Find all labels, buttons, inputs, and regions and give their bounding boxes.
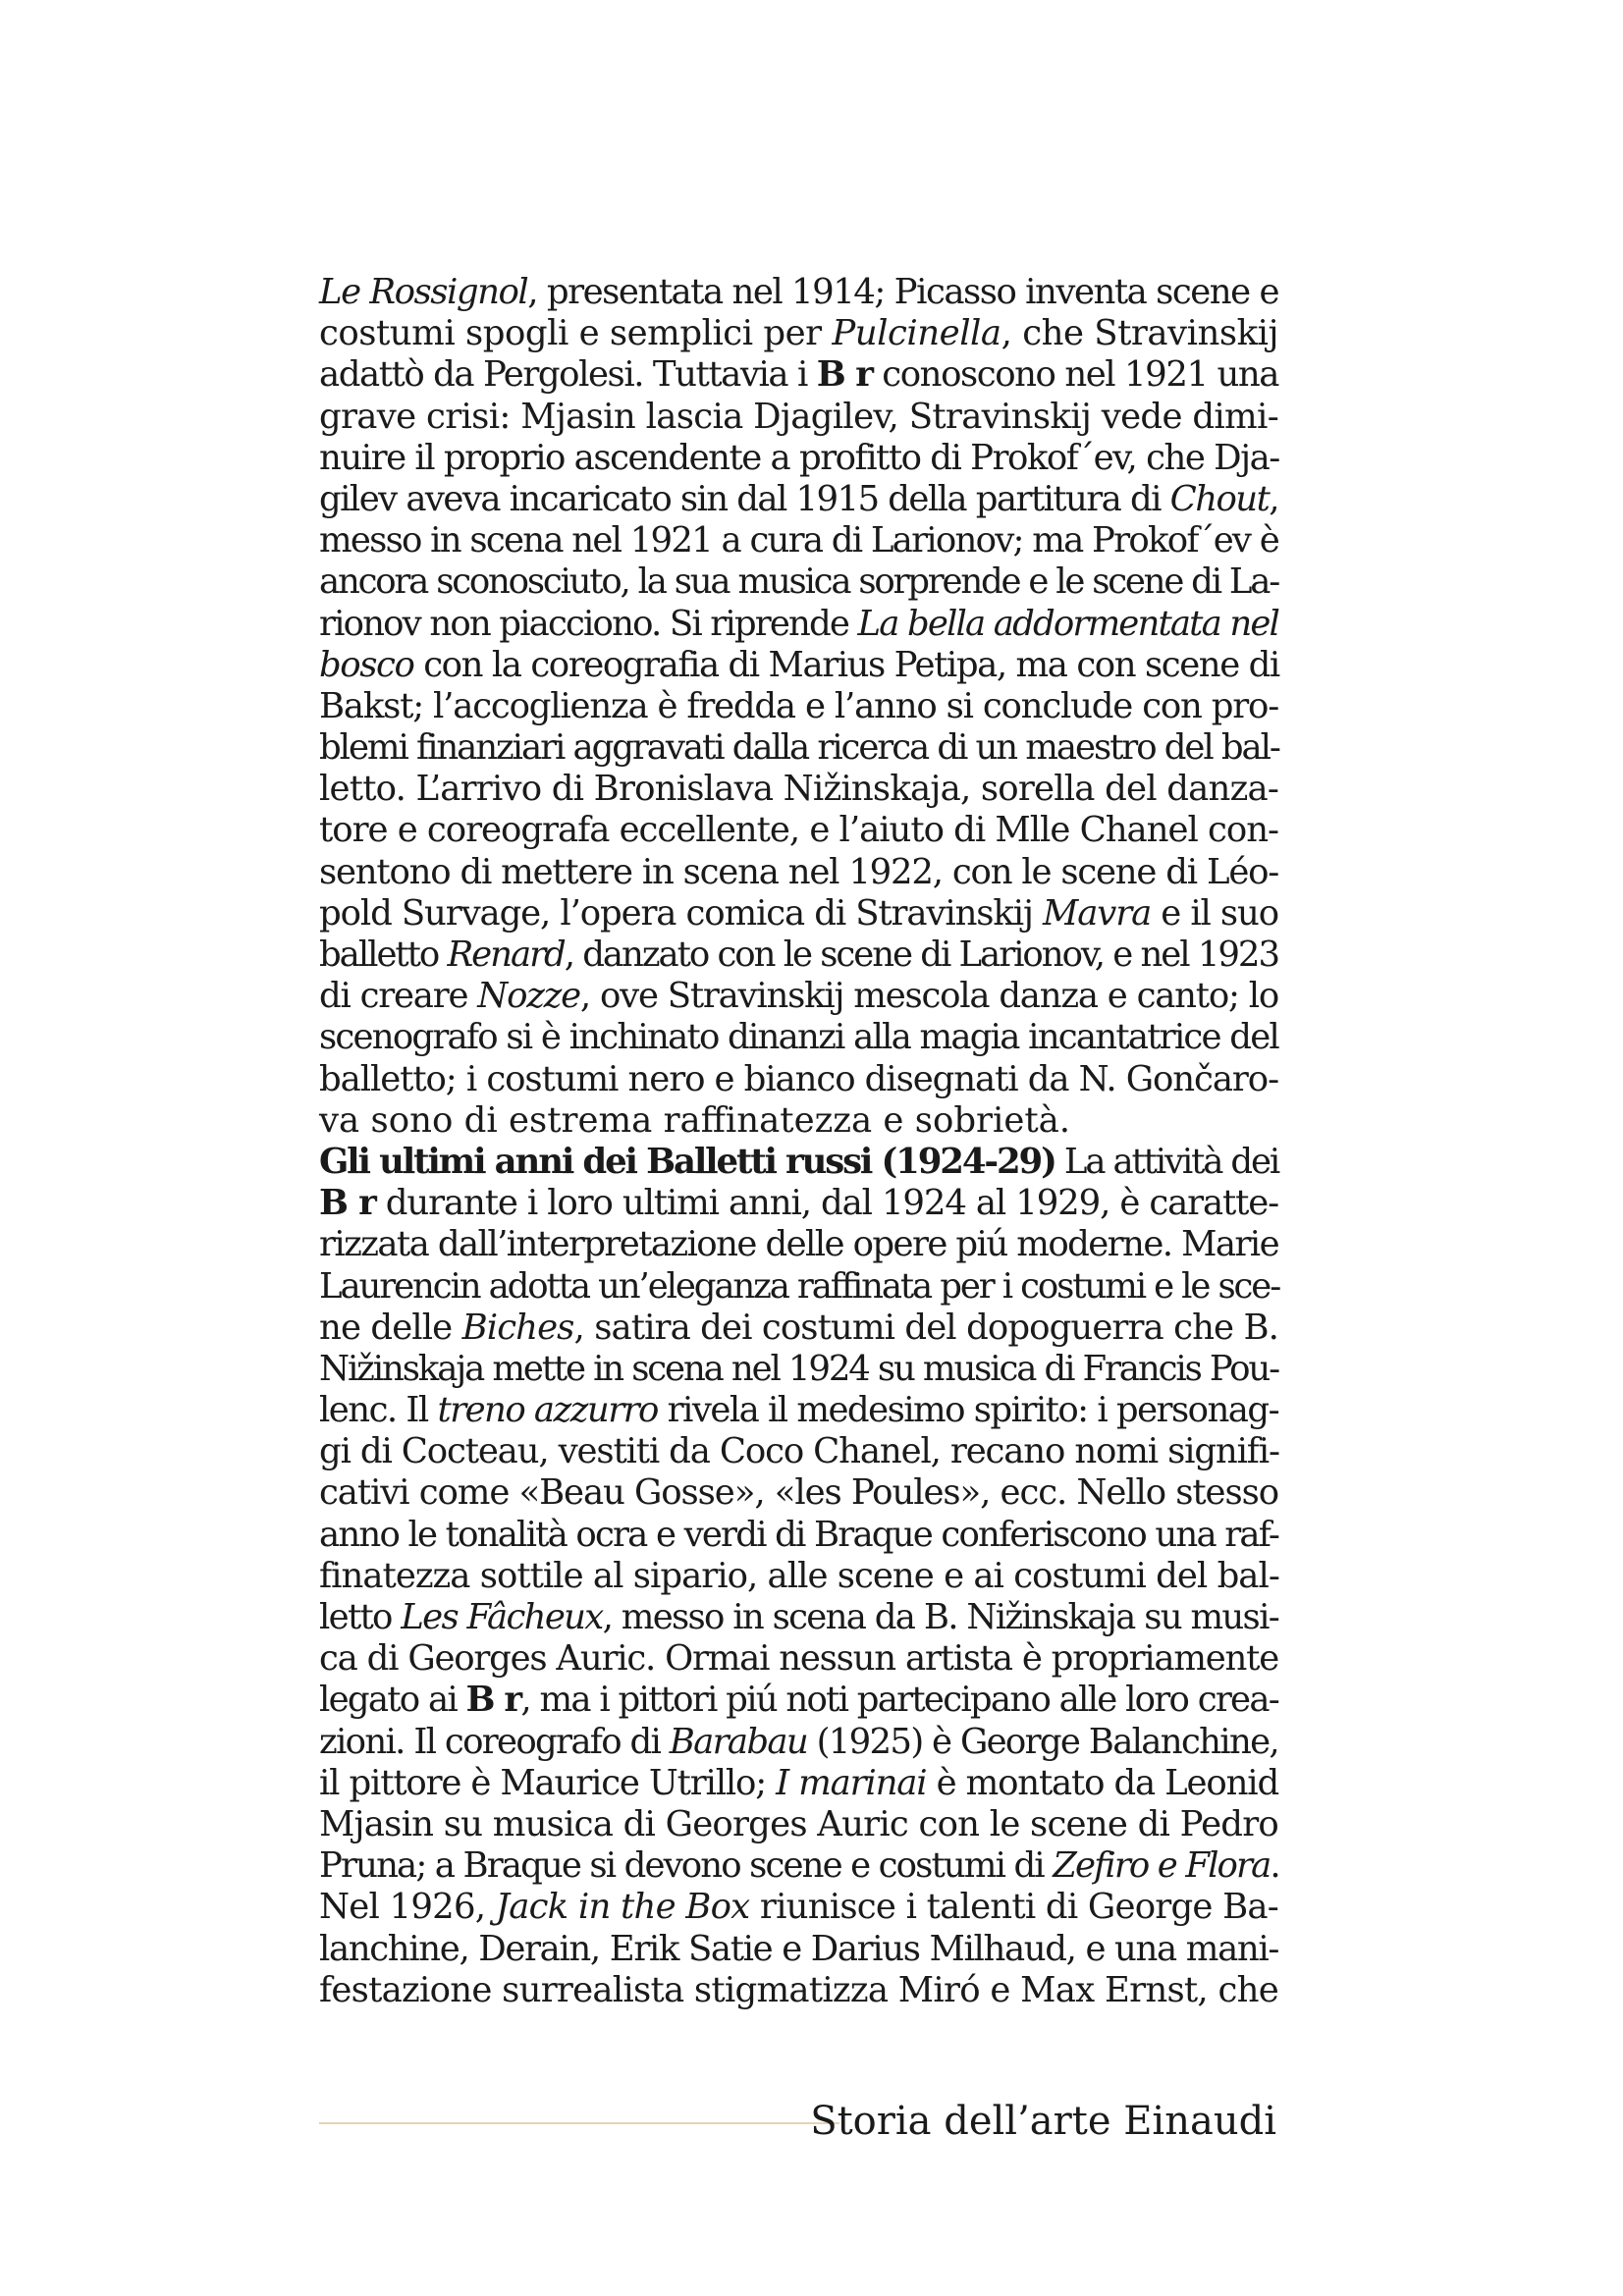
text-line xyxy=(319,727,1278,769)
text-line xyxy=(319,1804,1278,1845)
text-segment: , che Stravinskij xyxy=(1001,313,1278,354)
bold-text: Gli ultimi anni dei Balletti russi (1924-29) xyxy=(319,1141,1055,1182)
italic-text: treno azzurro xyxy=(437,1390,658,1431)
italic-text: Biches xyxy=(461,1307,574,1348)
text-line xyxy=(319,769,1278,810)
text-segment: di creare xyxy=(319,976,478,1017)
text-segment: letto. L’arrivo di Bronislava Nižinskaja, sorella del danza- xyxy=(319,769,1279,810)
text-line xyxy=(319,1597,1278,1638)
text-line xyxy=(319,354,1278,396)
text-segment: , satira dei costumi del dopoguerra che B. xyxy=(573,1307,1278,1348)
text-segment: gi di Cocteau, vestiti da Coco Chanel, recano nomi signifi- xyxy=(319,1431,1279,1472)
italic-text: Barabau xyxy=(669,1721,808,1762)
footer-title: Storia dell’arte Einaudi xyxy=(810,2099,1276,2144)
text-line xyxy=(319,1183,1278,1224)
text-segment: zioni. Il coreografo di xyxy=(319,1721,670,1762)
text-segment: nuire il proprio ascendente a profitto di Prokof´ev, che Dja- xyxy=(319,437,1279,478)
text-segment: ancora sconosciuto, la sua musica sorprende e le scene di La- xyxy=(319,561,1278,603)
text-line xyxy=(319,645,1278,686)
text-line xyxy=(319,313,1278,354)
text-segment: Nel 1926, xyxy=(319,1887,496,1928)
text-line xyxy=(319,1970,1278,2011)
italic-text: Chout xyxy=(1169,478,1270,519)
text-line xyxy=(319,1059,1278,1100)
text-line xyxy=(319,1556,1278,1597)
text-segment: rizzata dall’interpretazione delle opere piú moderne. Marie xyxy=(319,1224,1278,1265)
text-line xyxy=(319,1472,1278,1514)
italic-text: Nozze xyxy=(477,976,580,1017)
text-segment: Laurencin adotta un’eleganza raffinata per i costumi e le sce- xyxy=(319,1265,1280,1307)
text-line xyxy=(319,1224,1278,1265)
italic-text: La bella addormentata nel xyxy=(857,603,1279,644)
text-segment: grave crisi: Mjasin lascia Djagilev, Stravinskij vede dimi- xyxy=(319,396,1278,437)
bold-text: B r xyxy=(319,1183,376,1224)
text-segment: con la coreografia di Marius Petipa, ma con scene di xyxy=(413,644,1279,685)
text-line xyxy=(319,1680,1278,1721)
text-line xyxy=(319,810,1278,851)
text-segment: , danzato con le scene di Larionov, e nel 1923 xyxy=(564,934,1279,975)
text-segment: Bakst; l’accoglienza è fredda e l’anno si conclude con pro- xyxy=(319,685,1278,726)
text-line xyxy=(319,1266,1278,1308)
text-segment: sentono di mettere in scena nel 1922, con le scene di Léo- xyxy=(319,851,1279,892)
text-segment: tore e coreografa eccellente, e l’aiuto di Mlle Chanel con- xyxy=(319,810,1278,851)
text-segment: riunisce i talenti di George Ba- xyxy=(749,1887,1278,1928)
text-segment: balletto xyxy=(319,934,448,975)
text-segment: finatezza sottile al sipario, alle scene e ai costumi del bal- xyxy=(319,1555,1279,1596)
text-line xyxy=(319,1638,1278,1680)
italic-text: bosco xyxy=(319,644,414,685)
text-line xyxy=(319,686,1278,727)
text-line xyxy=(319,852,1278,893)
italic-text: Jack in the Box xyxy=(495,1887,750,1928)
text-segment: messo in scena nel 1921 a cura di Larionov; ma Prokof´ev è xyxy=(319,520,1278,561)
text-segment: gilev aveva incaricato sin dal 1915 della partitura di xyxy=(319,478,1170,519)
italic-text: Les Fâcheux xyxy=(401,1597,603,1637)
text-segment: lanchine, Derain, Erik Satie e Darius Milhaud, e una mani- xyxy=(319,1928,1278,1969)
text-line xyxy=(319,520,1278,561)
text-segment: ne delle xyxy=(319,1307,462,1348)
text-segment: è montato da Leonid xyxy=(926,1762,1279,1803)
text-line xyxy=(319,438,1278,479)
text-segment: rivela il medesimo spirito: i personag- xyxy=(657,1390,1279,1431)
text-segment: . xyxy=(1270,1845,1279,1887)
text-segment: Pruna; a Braque si devono scene e costumi di xyxy=(319,1845,1054,1887)
text-line xyxy=(319,1349,1278,1390)
bold-text: B r xyxy=(465,1680,521,1721)
text-line xyxy=(319,1308,1278,1349)
text-segment: pold Survage, l’opera comica di Stravinskij xyxy=(319,892,1044,934)
italic-text: Pulcinella xyxy=(832,313,1001,354)
italic-text: Mavra xyxy=(1043,892,1152,934)
text-line xyxy=(319,1515,1278,1556)
text-segment: ca di Georges Auric. Ormai nessun artista è propriamente xyxy=(319,1638,1278,1680)
text-segment: , ove Stravinskij mescola danza e canto; lo xyxy=(579,976,1278,1017)
text-segment: letto xyxy=(319,1597,402,1637)
text-line xyxy=(319,1845,1278,1887)
text-segment: Nižinskaja mette in scena nel 1924 su musica di Francis Pou- xyxy=(319,1348,1279,1389)
text-segment: blemi finanziari aggravati dalla ricerca di un maestro del bal- xyxy=(319,727,1279,769)
text-segment: cativi come «Beau Gosse», «les Poules», ecc. Nello stesso xyxy=(319,1472,1278,1514)
text-segment: (1925) è George Balanchine, xyxy=(807,1721,1279,1762)
text-line xyxy=(319,561,1278,603)
text-segment: legato ai xyxy=(319,1680,466,1721)
text-line xyxy=(319,397,1278,438)
body-text xyxy=(319,272,1278,2011)
italic-text: Le Rossignol xyxy=(319,272,528,312)
text-segment: , xyxy=(1269,478,1278,519)
text-line xyxy=(319,1142,1278,1183)
text-segment: il pittore è Maurice Utrillo; xyxy=(319,1762,777,1803)
text-segment: adattò da Pergolesi. Tuttavia i xyxy=(319,354,817,396)
text-segment: anno le tonalità ocra e verdi di Braque conferiscono una raf- xyxy=(319,1514,1278,1555)
text-segment: balletto; i costumi nero e bianco disegnati da N. Gončaro- xyxy=(319,1058,1278,1099)
italic-text: I marinai xyxy=(776,1762,927,1803)
text-segment: rionov non piacciono. Si riprende xyxy=(319,603,858,644)
text-line xyxy=(319,1017,1278,1058)
italic-text: Zefiro e Flora xyxy=(1053,1845,1271,1887)
text-segment: e il suo xyxy=(1151,892,1279,934)
text-segment: , ma i pittori piú noti partecipano alle loro crea- xyxy=(520,1680,1278,1721)
text-line xyxy=(319,976,1278,1017)
italic-text: Renard xyxy=(447,934,565,975)
text-segment: Mjasin su musica di Georges Auric con le scene di Pedro xyxy=(319,1803,1278,1844)
text-segment: lenc. Il xyxy=(319,1390,438,1431)
footer-rule xyxy=(319,2122,839,2124)
text-line xyxy=(319,1887,1278,1928)
text-line xyxy=(319,479,1278,520)
text-line xyxy=(319,1929,1278,1970)
text-line xyxy=(319,893,1278,934)
text-line xyxy=(319,1722,1278,1763)
text-segment: costumi spogli e semplici per xyxy=(319,313,833,354)
text-segment: , messo in scena da B. Nižinskaja su musi- xyxy=(602,1597,1278,1637)
text-segment: va sono di estrema raffinatezza e sobrietà. xyxy=(319,1099,1071,1141)
text-line xyxy=(319,272,1278,313)
text-segment: La attività dei xyxy=(1055,1141,1279,1182)
text-segment: conoscono nel 1921 una xyxy=(872,354,1278,396)
text-line xyxy=(319,604,1278,645)
text-segment: scenografo si è inchinato dinanzi alla magia incantatrice del xyxy=(319,1017,1278,1058)
text-segment: durante i loro ultimi anni, dal 1924 al 1929, è caratte- xyxy=(375,1183,1278,1224)
text-line xyxy=(319,934,1278,976)
text-line xyxy=(319,1390,1278,1431)
text-segment: festazione surrealista stigmatizza Miró e Max Ernst, che xyxy=(319,1969,1278,2010)
text-segment: , presentata nel 1914; Picasso inventa scene e xyxy=(527,272,1279,312)
text-line xyxy=(319,1431,1278,1472)
text-line xyxy=(319,1763,1278,1804)
text-line xyxy=(319,1100,1278,1142)
bold-text: B r xyxy=(816,354,873,396)
